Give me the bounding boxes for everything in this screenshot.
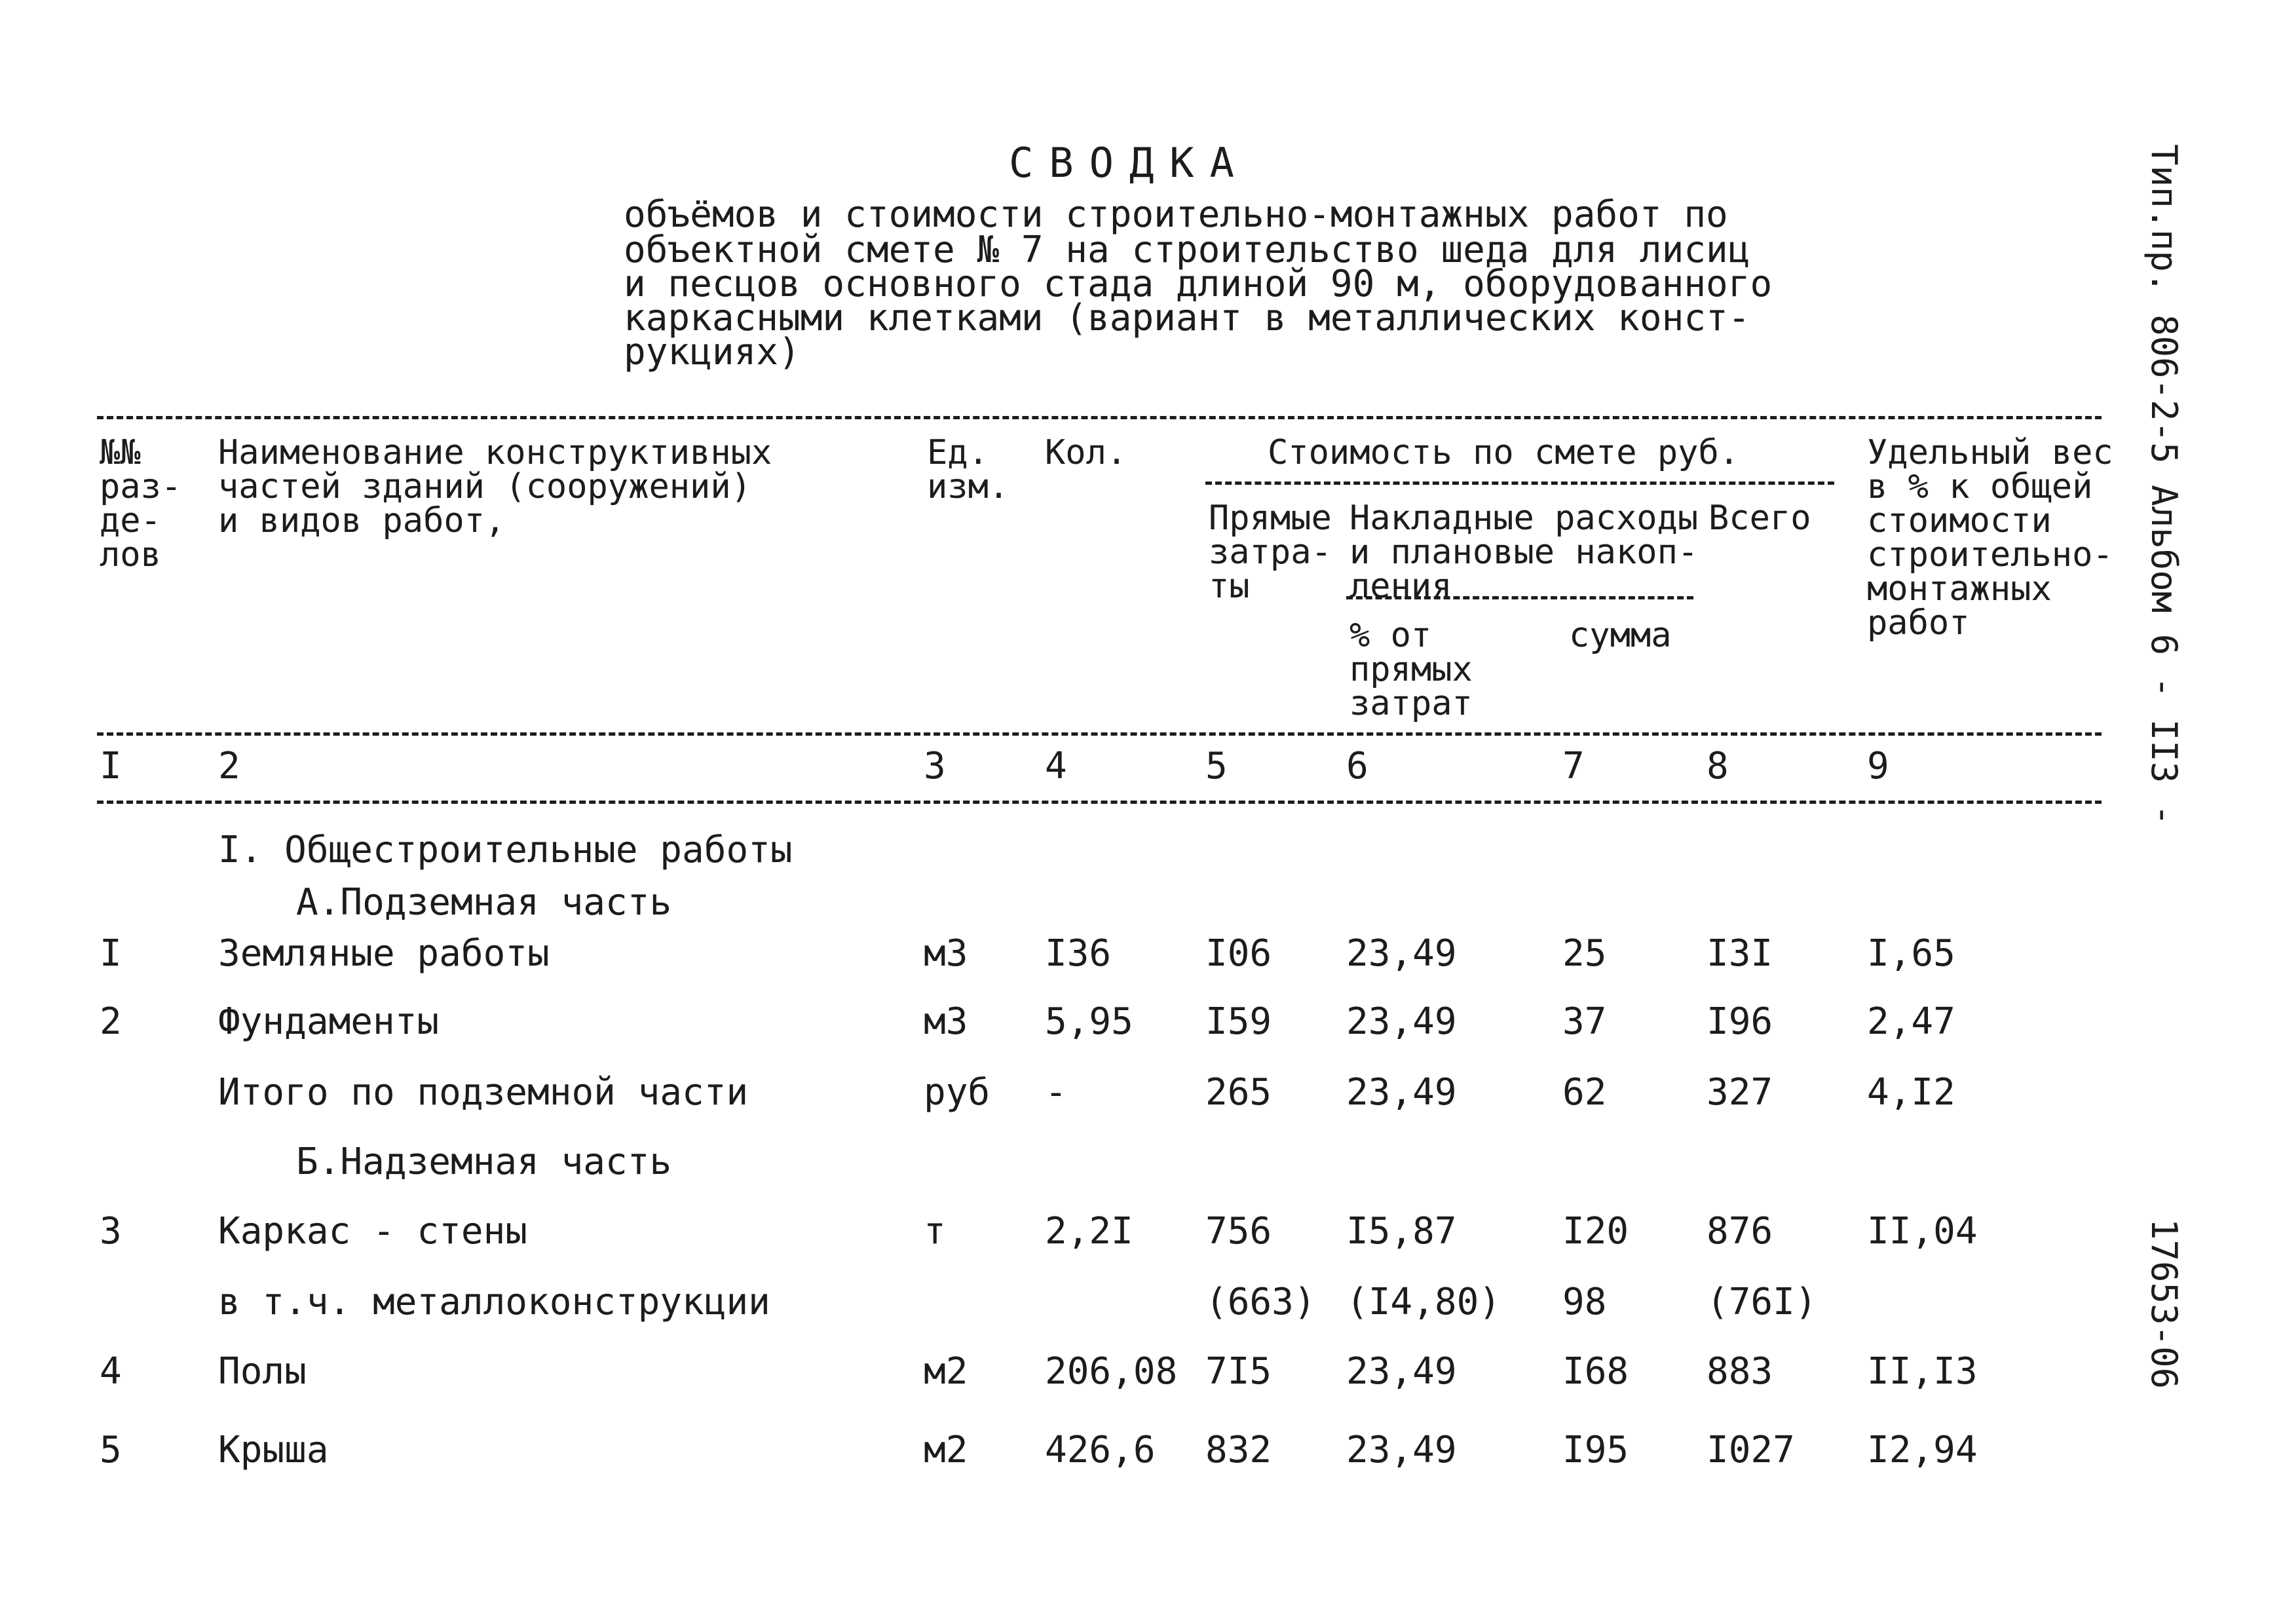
header-direct-3: ты <box>1209 567 1250 606</box>
row-name: Итого по подземной части <box>218 1071 749 1114</box>
header-section-no-1: №№ <box>100 433 141 472</box>
colnum-2: 2 <box>218 745 240 787</box>
row-no: 5 <box>100 1429 122 1471</box>
side-stamp-album: Тип.пр. 806-2-5 Альбом 6 - II3 - <box>2143 144 2185 826</box>
header-section-no-4: лов <box>100 535 161 575</box>
header-cost-group: Стоимость по смете руб. <box>1268 433 1740 472</box>
row-direct: (663) <box>1205 1281 1316 1323</box>
row-name: в т.ч. металлоконструкции <box>218 1281 770 1323</box>
row-name: Полы <box>218 1350 307 1393</box>
header-pct-2: прямых <box>1349 650 1473 689</box>
row-weight: I2,94 <box>1867 1429 1978 1471</box>
colnum-8: 8 <box>1707 745 1729 787</box>
header-weight-2: в % к общей <box>1867 467 2093 506</box>
header-bottom-rule <box>97 732 2102 736</box>
subtitle-line-3: и песцов основного стада длиной 90 м, оборудованного <box>624 263 1773 305</box>
row-total: (76I) <box>1707 1281 1817 1323</box>
side-stamp-code: 17653-06 <box>2143 1218 2185 1389</box>
row-total: I3I <box>1707 932 1773 975</box>
header-name-3: и видов работ, <box>218 501 506 540</box>
row-sum: 25 <box>1562 932 1607 975</box>
row-weight: 4,I2 <box>1867 1071 1955 1114</box>
header-name-2: частей зданий (сооружений) <box>218 467 751 506</box>
header-total: Всего <box>1708 499 1811 538</box>
section-heading-aboveground: Б.Надземная часть <box>296 1141 672 1183</box>
column-numbers-rule <box>97 801 2102 804</box>
row-unit: м3 <box>924 1000 968 1043</box>
section-heading-underground: А.Подземная часть <box>296 881 672 924</box>
header-qty: Кол. <box>1045 433 1127 472</box>
colnum-1: I <box>100 745 122 787</box>
document-title: СВОДКА <box>1009 139 1250 187</box>
header-pct-1: % от <box>1349 616 1432 655</box>
section-heading-general: I. Общестроительные работы <box>218 829 793 871</box>
row-no: I <box>100 932 122 975</box>
subtitle-line-5: рукциях) <box>624 331 801 373</box>
row-sum: 62 <box>1562 1071 1607 1114</box>
row-total: I96 <box>1707 1000 1773 1043</box>
subtitle-line-1: объёмов и стоимости строительно-монтажных работ по <box>624 193 1728 236</box>
row-sum: I20 <box>1562 1210 1629 1253</box>
colnum-3: 3 <box>924 745 946 787</box>
row-direct: I06 <box>1205 932 1272 975</box>
header-name-1: Наименование конструктивных <box>218 433 772 472</box>
row-qty: 2,2I <box>1045 1210 1133 1253</box>
row-pct: I5,87 <box>1346 1210 1457 1253</box>
header-direct-1: Прямые <box>1209 499 1332 538</box>
header-overhead-1: Накладные расходы <box>1349 499 1699 538</box>
header-weight-5: монтажных <box>1867 569 2052 609</box>
row-name: Фундаменты <box>218 1000 440 1043</box>
row-qty: - <box>1045 1071 1067 1114</box>
row-name: Крыша <box>218 1429 329 1471</box>
row-total: 883 <box>1707 1350 1773 1393</box>
header-pct-3: затрат <box>1349 684 1473 723</box>
row-unit: м2 <box>924 1429 968 1471</box>
header-overhead-2: и плановые накоп- <box>1349 533 1699 572</box>
colnum-4: 4 <box>1045 745 1067 787</box>
row-unit: т <box>924 1210 946 1253</box>
colnum-7: 7 <box>1562 745 1585 787</box>
row-total: 327 <box>1707 1071 1773 1114</box>
row-direct: 265 <box>1205 1071 1272 1114</box>
row-total: I027 <box>1707 1429 1795 1471</box>
header-section-no-2: раз- <box>100 467 182 506</box>
header-weight-6: работ <box>1867 603 1970 643</box>
row-name: Каркас - стены <box>218 1210 528 1253</box>
row-unit: м2 <box>924 1350 968 1393</box>
row-name: Земляные работы <box>218 932 550 975</box>
header-weight-4: строительно- <box>1867 535 2113 575</box>
subtitle-line-2: объектной смете № 7 на строительство шеда для лисиц <box>624 229 1750 271</box>
row-weight: 2,47 <box>1867 1000 1955 1043</box>
row-total: 876 <box>1707 1210 1773 1253</box>
row-weight: II,04 <box>1867 1210 1978 1253</box>
header-weight-3: стоимости <box>1867 501 2052 540</box>
row-unit: м3 <box>924 932 968 975</box>
header-sum: сумма <box>1569 616 1672 655</box>
subtitle-line-4: каркасными клетками (вариант в металлических конст- <box>624 297 1750 339</box>
row-sum: 98 <box>1562 1281 1607 1323</box>
row-pct: 23,49 <box>1346 932 1457 975</box>
header-section-no-3: де- <box>100 501 161 540</box>
row-sum: 37 <box>1562 1000 1607 1043</box>
row-qty: I36 <box>1045 932 1112 975</box>
row-qty: 426,6 <box>1045 1429 1156 1471</box>
row-weight: II,I3 <box>1867 1350 1978 1393</box>
row-sum: I68 <box>1562 1350 1629 1393</box>
row-no: 4 <box>100 1350 122 1393</box>
row-sum: I95 <box>1562 1429 1629 1471</box>
row-qty: 206,08 <box>1045 1350 1178 1393</box>
row-weight: I,65 <box>1867 932 1955 975</box>
row-pct: 23,49 <box>1346 1429 1457 1471</box>
colnum-5: 5 <box>1205 745 1228 787</box>
header-weight-1: Удельный вес <box>1867 433 2113 472</box>
header-unit-1: Ед. <box>927 433 989 472</box>
row-direct: 7I5 <box>1205 1350 1272 1393</box>
row-direct: 832 <box>1205 1429 1272 1471</box>
cost-group-rule <box>1205 482 1834 485</box>
table-top-rule <box>97 416 2102 419</box>
row-pct: 23,49 <box>1346 1071 1457 1114</box>
header-unit-2: изм. <box>927 467 1009 506</box>
row-pct: 23,49 <box>1346 1000 1457 1043</box>
row-pct: 23,49 <box>1346 1350 1457 1393</box>
row-no: 3 <box>100 1210 122 1253</box>
row-no: 2 <box>100 1000 122 1043</box>
row-unit: руб <box>924 1071 991 1114</box>
colnum-9: 9 <box>1867 745 1889 787</box>
row-pct: (I4,80) <box>1346 1281 1501 1323</box>
row-direct: 756 <box>1205 1210 1272 1253</box>
row-qty: 5,95 <box>1045 1000 1133 1043</box>
colnum-6: 6 <box>1346 745 1368 787</box>
row-direct: I59 <box>1205 1000 1272 1043</box>
header-direct-2: затра- <box>1209 533 1332 572</box>
header-overhead-3: ления <box>1349 567 1452 606</box>
